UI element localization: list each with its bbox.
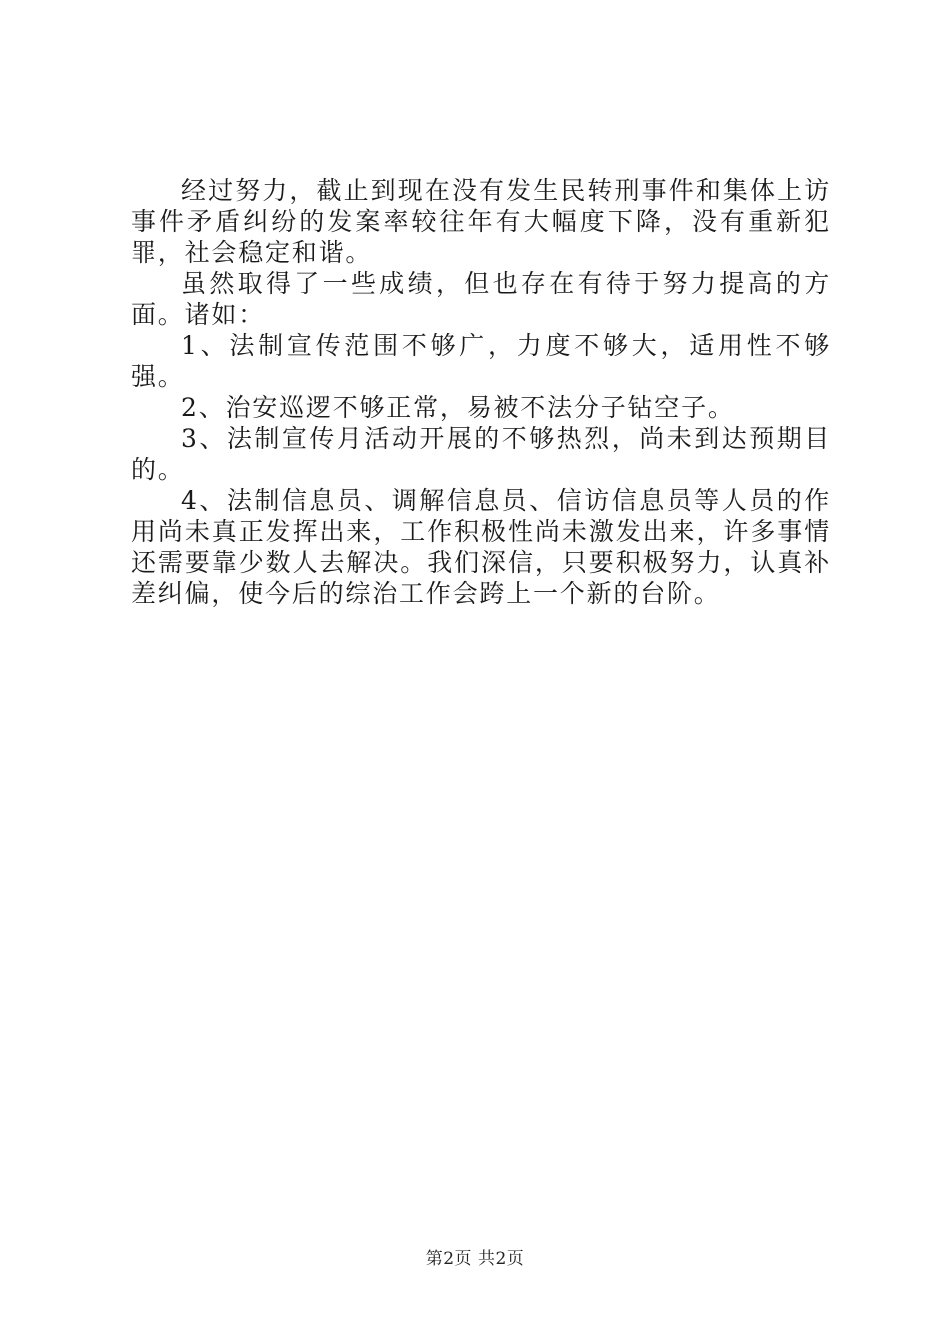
list-item-4: 4、法制信息员、调解信息员、信访信息员等人员的作用尚未真正发挥出来，工作积极性尚未激发出来，许多事情还需要靠少数人去解决。我们深信，只要积极努力，认真补差纠偏，使今后的综治工作会跨上一个新的台阶。 xyxy=(131,486,831,608)
page-footer: 第2页 共2页 xyxy=(425,1249,525,1269)
list-item-1: 1、法制宣传范围不够广，力度不够大，适用性不够强。 xyxy=(131,331,831,391)
list-item-2: 2、治安巡逻不够正常，易被不法分子钻空子。 xyxy=(181,393,735,422)
paragraph-summary: 经过努力，截止到现在没有发生民转刑事件和集体上访事件矛盾纠纷的发案率较往年有大幅度下降，没有重新犯罪，社会稳定和谐。 xyxy=(131,176,831,267)
paragraph-shortcomings-intro: 虽然取得了一些成绩，但也存在有待于努力提高的方面。诸如： xyxy=(131,269,831,329)
list-item-3: 3、法制宣传月活动开展的不够热烈，尚未到达预期目的。 xyxy=(131,424,831,484)
document-body xyxy=(131,175,831,609)
